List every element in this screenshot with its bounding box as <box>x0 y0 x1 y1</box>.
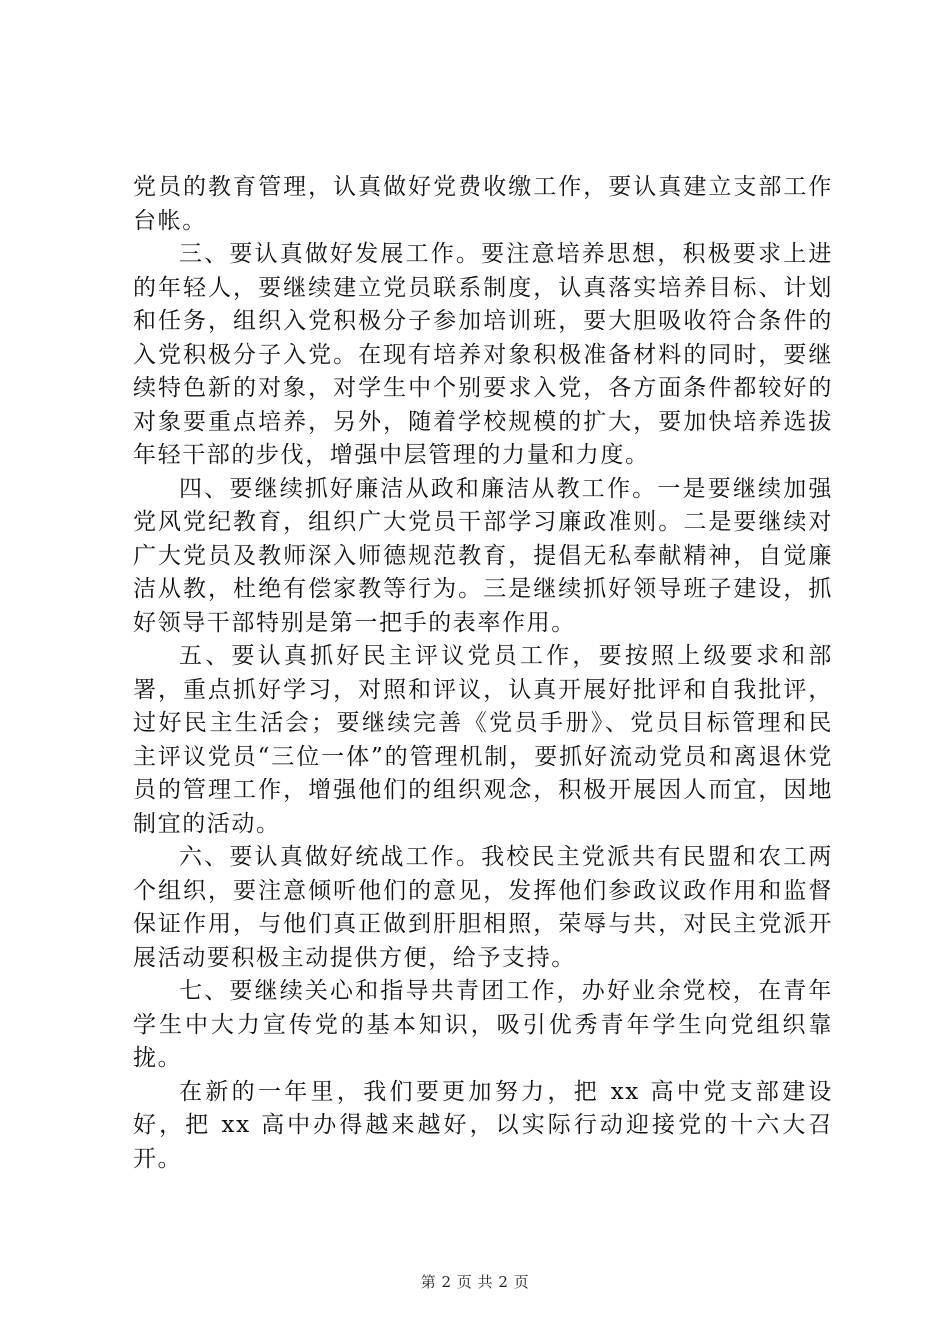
paragraph-5: 六、要认真做好统战工作。我校民主党派共有民盟和农工两个组织，要注意倾听他们的意见，发挥他们参政议政作用和监督保证作用，与他们真正做到肝胆相照，荣辱与共，对民主党派开展活动要积极主动提供方便，给予支持。 <box>133 844 833 971</box>
paragraph-2: 三、要认真做好发展工作。要注意培养思想，积极要求上进的年轻人，要继续建立党员联系制度，认真落实培养目标、计划和任务，组织入党积极分子参加培训班，要大胆吸收符合条件的入党积极分子入党。在现有培养对象积极准备材料的同时，要继续特色新的对象，对学生中个别要求入党，各方面条件都较好的对象要重点培养，另外，随着学校规模的扩大，要加快培养选拔年轻干部的步伐，增强中层管理的力量和力度。 <box>133 241 833 468</box>
paragraph-6: 七、要继续关心和指导共青团工作，办好业余党校，在青年学生中大力宣传党的基本知识，吸引优秀青年学生向党组织靠拢。 <box>133 978 833 1071</box>
document-body <box>133 171 833 1176</box>
paragraph-1: 党员的教育管理，认真做好党费收缴工作，要认真建立支部工作台帐。 <box>133 174 833 234</box>
paragraph-7: 在新的一年里，我们要更加努力，把 xx 高中党支部建设好，把 xx 高中办得越来越好，以实际行动迎接党的十六大召开。 <box>133 1078 833 1172</box>
paragraph-4: 五、要认真抓好民主评议党员工作，要按照上级要求和部署，重点抓好学习，对照和评议，认真开展好批评和自我批评，过好民主生活会；要继续完善《党员手册》、党员目标管理和民主评议党员“三位一体”的管理机制，要抓好流动党员和离退休党员的管理工作，增强他们的组织观念，积极开展因人而宜，因地制宜的活动。 <box>133 643 833 837</box>
page-number-footer: 第 2 页 共 2 页 <box>420 1273 530 1291</box>
paragraph-3: 四、要继续抓好廉洁从政和廉洁从教工作。一是要继续加强党风党纪教育，组织广大党员干部学习廉政准则。二是要继续对广大党员及教师深入师德规范教育，提倡无私奉献精神，自觉廉洁从教，杜绝有偿家教等行为。三是继续抓好领导班子建设，抓好领导干部特别是第一把手的表率作用。 <box>133 475 833 636</box>
